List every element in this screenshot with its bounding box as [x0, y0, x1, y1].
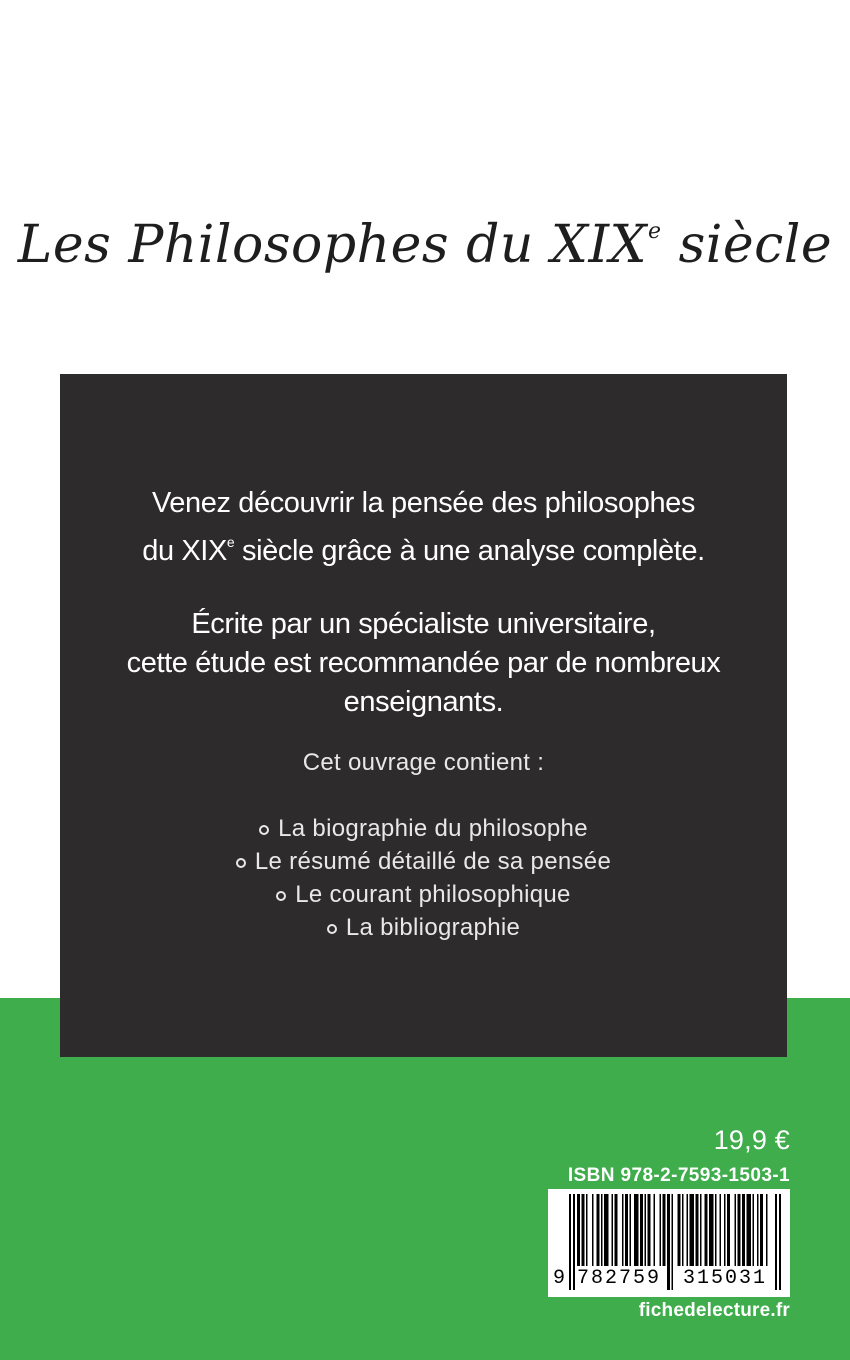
barcode-right-group: 315031: [683, 1267, 768, 1290]
barcode-bar: [720, 1194, 722, 1266]
barcode-bar: [715, 1194, 717, 1266]
bullet-icon: [259, 825, 269, 835]
barcode-bar: [648, 1194, 651, 1266]
barcode-bar: [724, 1194, 726, 1266]
list-item-text: Le courant philosophique: [295, 881, 571, 908]
barcode-digits: [549, 1267, 789, 1293]
barcode-bar: [757, 1194, 759, 1266]
barcode-bar: [615, 1194, 618, 1266]
barcode-bar: [753, 1194, 755, 1266]
author-line-1: Écrite par un spécialiste universitaire,: [191, 608, 656, 640]
title-end: siècle: [661, 215, 833, 275]
list-item: [60, 812, 787, 845]
intro-line-2-end: siècle grâce à une analyse complète.: [234, 535, 705, 567]
barcode-bar: [690, 1194, 695, 1266]
barcode-bar: [696, 1194, 699, 1266]
barcode-bar: [634, 1194, 639, 1266]
barcode-bar: [760, 1194, 763, 1266]
barcode-bar: [625, 1194, 628, 1266]
author-line-2: cette étude est recommandée par de nombreux: [126, 647, 721, 679]
barcode-bar: [766, 1194, 768, 1266]
barcode-bar: [601, 1194, 603, 1266]
contents-list: [60, 812, 787, 944]
barcode-bar: [663, 1194, 666, 1266]
intro-paragraph: [60, 484, 787, 571]
list-item-text: La biographie du philosophe: [278, 815, 588, 842]
barcode-bar: [612, 1194, 614, 1266]
barcode-bar: [727, 1194, 730, 1266]
barcode: [548, 1189, 790, 1297]
intro-line-2-superscript: e: [226, 534, 235, 550]
barcode-bar: [597, 1194, 600, 1266]
bullet-icon: [236, 858, 246, 868]
contents-label: Cet ouvrage contient :: [302, 749, 545, 776]
barcode-bar: [604, 1194, 609, 1266]
website: fichedelecture.fr: [638, 1300, 790, 1321]
barcode-bar: [742, 1194, 745, 1266]
barcode-bar: [705, 1194, 708, 1266]
list-item: [60, 911, 787, 944]
barcode-bar: [682, 1194, 684, 1266]
intro-line-2-start: du XIX: [142, 535, 227, 567]
author-paragraph: [60, 605, 787, 722]
list-item: [60, 845, 787, 878]
author-line-3: enseignants.: [343, 686, 504, 718]
book-title-text: [18, 215, 832, 275]
barcode-bar: [687, 1194, 689, 1266]
bullet-icon: [327, 924, 337, 934]
book-title: [0, 200, 850, 290]
price: 19,9 €: [713, 1125, 790, 1155]
barcode-first-digit: 9: [553, 1267, 566, 1290]
barcode-bar: [654, 1194, 656, 1266]
barcode-bar: [660, 1194, 662, 1266]
barcode-bar: [709, 1194, 714, 1266]
barcode-bar: [586, 1194, 588, 1266]
list-item: [60, 878, 787, 911]
description-panel: [60, 374, 787, 1057]
barcode-bar: [582, 1194, 585, 1266]
barcode-bar: [622, 1194, 624, 1266]
barcode-bar: [645, 1194, 647, 1266]
title-main: Les Philosophes du XIX: [17, 215, 648, 275]
isbn: ISBN 978-2-7593-1503-1: [567, 1165, 790, 1186]
list-item-text: Le résumé détaillé de sa pensée: [254, 848, 612, 875]
barcode-bar: [592, 1194, 594, 1266]
barcode-bar: [700, 1194, 702, 1266]
barcode-left-group: 782759: [577, 1267, 662, 1290]
barcode-bar: [630, 1194, 632, 1266]
barcode-bar: [678, 1194, 681, 1266]
title-superscript: e: [648, 219, 662, 244]
barcode-bar: [640, 1194, 643, 1266]
barcode-bar: [577, 1194, 580, 1266]
barcode-bar: [735, 1194, 737, 1266]
bullet-icon: [276, 891, 286, 901]
intro-line-2: [60, 523, 787, 571]
barcode-bar: [738, 1194, 741, 1266]
barcode-bar: [747, 1194, 752, 1266]
list-item-text: La bibliographie: [345, 914, 521, 941]
intro-line-1: Venez découvrir la pensée des philosophes: [151, 487, 696, 519]
